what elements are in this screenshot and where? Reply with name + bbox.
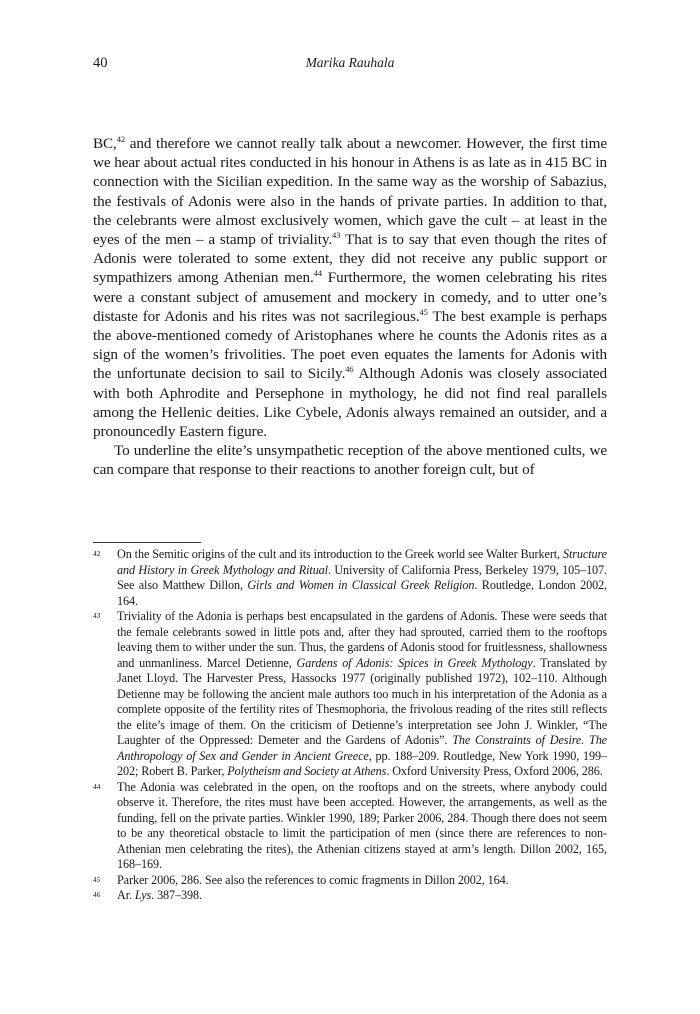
italic-title: Gardens of Adonis: Spices in Greek Mythology [296,655,533,670]
text-run: . 387–398. [151,888,202,902]
footnote [93,609,607,780]
text-run: To underline the elite’s unsympathetic reception of the above mentioned cults, we can compare that response to their reactions to another foreign cult, but of [93,442,607,479]
text-run: The best example is perhaps the above-mentioned comedy of Aristophanes where he counts the Adonis rites as a sign of the women’s frivolities. The poet even equates the laments for Adonis with the unfortunate decision to sail to Sicily. [93,307,607,383]
footnote-ref: 42 [116,134,126,144]
text-run: Parker 2006, 286. See also the references to comic fragments in Dillon 2002, 164. [117,872,509,887]
footnote-number: 46 [93,890,101,899]
main-text [93,134,607,480]
running-title: Marika Rauhala [305,55,395,70]
footnote-ref: 44 [313,268,322,279]
footnote-text [117,780,607,872]
italic-title: Girls and Women in Classical Greek Religion [247,578,475,592]
footnote-number: 42 [93,549,101,558]
text-run: Triviality of the Adonia is perhaps best encapsulated in the gardens of Adonis. These were seeds that the female celebrants sowed in little pots and, after they had sprouted, carried them to the rooftops leaving them to wither under the sun. Thus, the gardens of Adonis stood for fruitlessness, shallowness and unmanliness. Marcel Detienne, [117,609,607,670]
text-run: That is to say that even though the rites of Adonis were tolerated to some extent, they did not receive any public support or sympathizers among Athenian men. [93,231,607,287]
page-number: 40 [93,55,108,71]
footnote-number: 45 [93,874,101,884]
italic-title: Lys [134,888,152,902]
text-run: BC, [93,135,117,152]
text-run: and therefore we cannot really talk about a newcomer. However, the first time we hear about actual rites conducted in his honour in Athens is as late as in 415 BC in connection with the Sicilian expedition. In the same way as the worship of Sabazius, the festivals of Adonis were also in the hands of private parties. In addition to that, the celebrants were almost exclusively women, which gave the cult – at least in the eyes of the men – a stamp of triviality. [93,135,607,249]
italic-title: Structure and History in Greek Mythology and Ritual [117,547,607,577]
footnote-text [117,547,607,608]
text-run: . Oxford University Press, Oxford 2006, 286. [386,764,603,778]
footnote-ref: 43 [332,230,341,241]
footnote [93,547,607,609]
footnote-text [117,888,202,902]
text-run: The Adonia was celebrated in the open, on the rooftops and on the streets, where anybody could observe it. Therefore, the rites must have been accepted. However, the arrangements, as well as the funding, fell on the private parties. Winkler 1990, 189; Parker 2006, 284. Though there does not seem to be any theoretical obstacle to limit the participation of men (since there are references to non-Athenian men celebrating the rites), the Athenian citizens stayed at arm’s length. Dillon 2002, 165, 168–169. [117,779,607,871]
body-paragraph [93,441,607,479]
text-run: . University of California Press, Berkeley 1979, 105–107. See also Matthew Dillon, [117,562,607,592]
footnote-number: 44 [93,781,101,791]
italic-title: The Constraints of Desire. The Anthropology of Sex and Gender in Ancient Greece [117,733,607,763]
italic-title: Polytheism and Society at Athens [227,764,387,778]
text-run: , pp. 188–209. Routledge, New York 1990, 199–202; Robert B. Parker, [117,748,607,778]
footnote [93,873,607,889]
footnote-divider [93,542,201,543]
text-run: . Routledge, London 2002, 164. [117,578,608,608]
footnote [93,888,607,904]
running-head [93,55,607,73]
text-run: . Translated by Janet Lloyd. The Harvester Press, Hassocks 1977 (originally published 1972), 102–110. Although Detienne may be following the ancient male authors too much in his interpretation of the Adonia as a complete opposite of the fertility rites of Thesmophoria, the frivolous reading of the rites still reflects the elite’s image of them. On the criticism of Detienne’s interpretation see John J. Winkler, “The Laughter of the Oppressed: Demeter and the Gardens of Adonis”. [117,655,607,747]
footnote-text [117,873,509,887]
body-paragraph [93,134,607,441]
footnote-ref: 46 [345,364,354,375]
text-run: Furthermore, the women celebrating his rites were a constant subject of amusement and mockery in comedy, and to utter one’s distaste for Adonis and his rites was not sacrilegious. [93,269,607,325]
text-run: On the Semitic origins of the cult and its introduction to the Greek world see Walter Burkert, [117,547,563,561]
footnote [93,780,607,873]
footnote-text [117,609,607,778]
text-run: Ar. [117,888,135,902]
footnote-ref: 45 [419,306,428,317]
footnote-number: 43 [93,611,101,620]
text-run: Although Adonis was closely associated with both Aphrodite and Persephone in mythology, he did not find real parallels among the Hellenic deities. Like Cybele, Adonis always remained an outsider, and a pronouncedly Eastern figure. [93,365,607,441]
footnotes [93,547,607,904]
